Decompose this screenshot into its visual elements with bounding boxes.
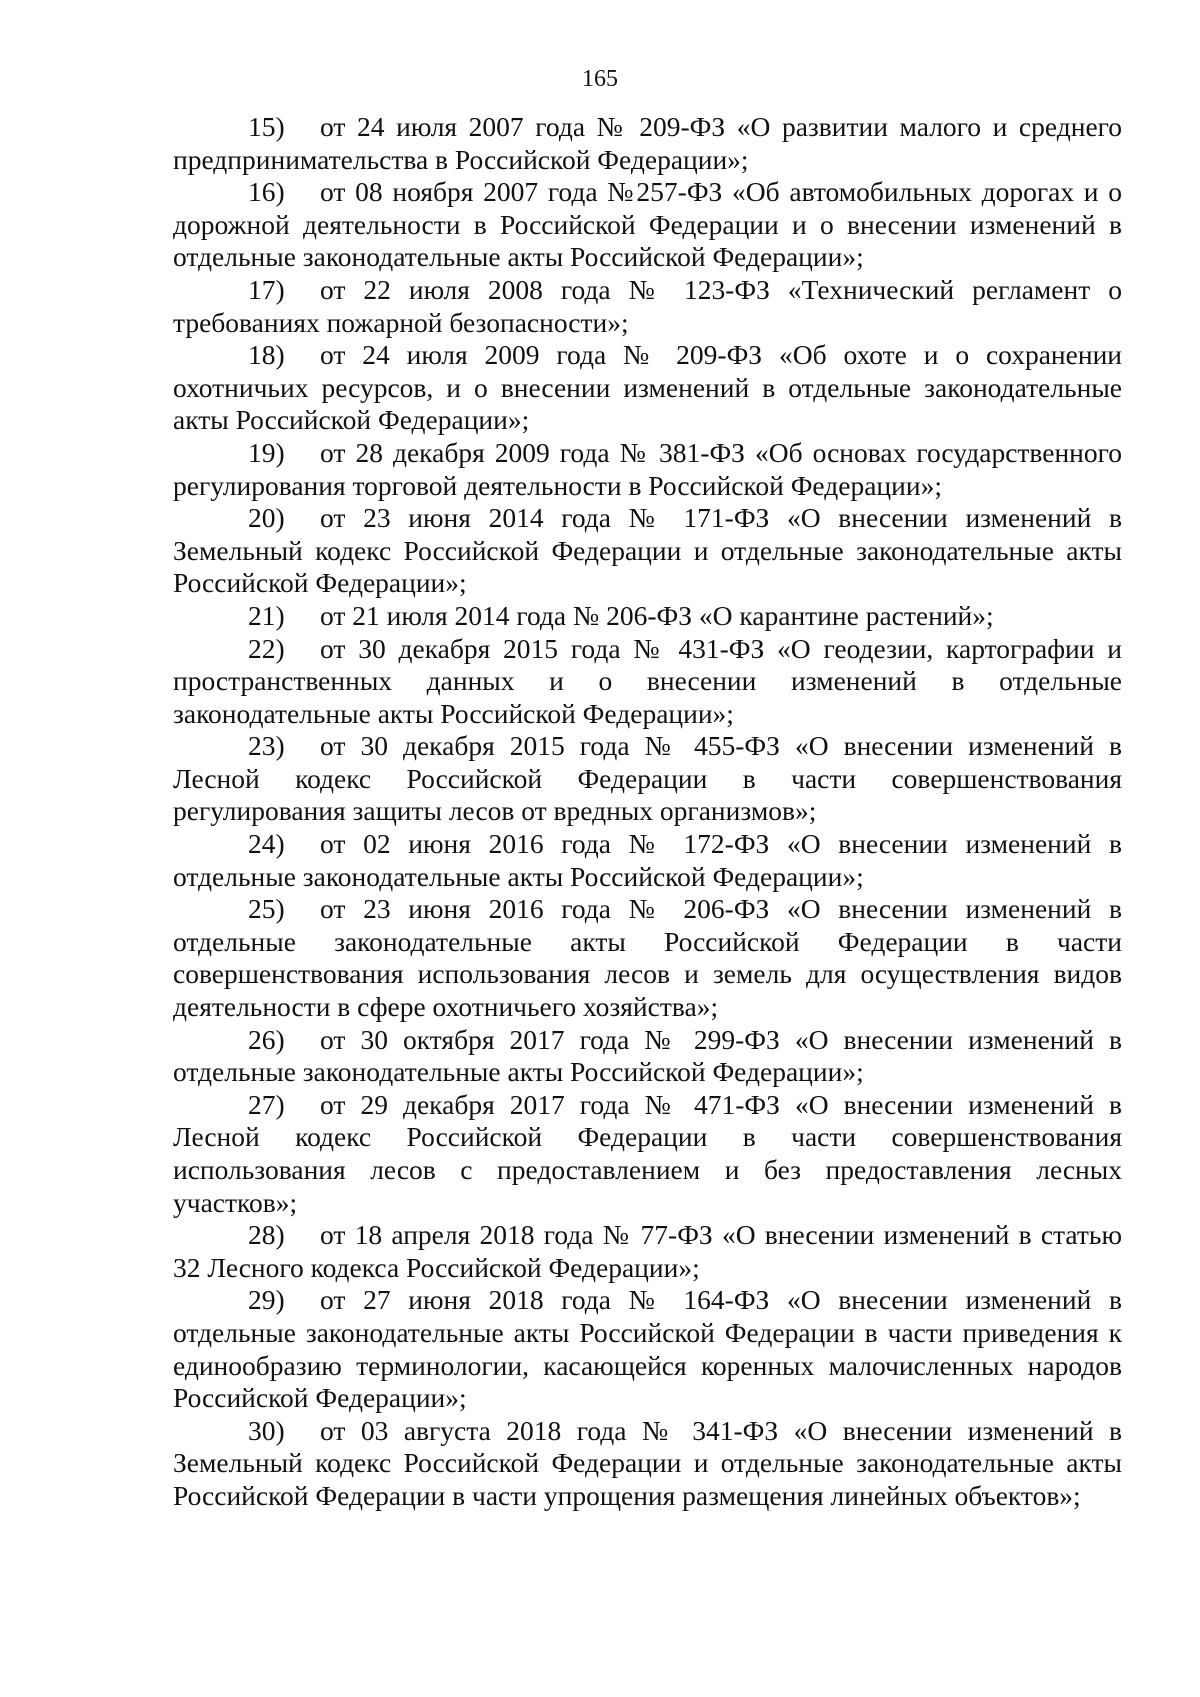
list-item-text: от 27 июня 2018 года № 164-ФЗ «О внесении изменений в отдельные законодательные акты Российской Федерации в части приведения к единообразию терминологии, касающейся коренных малочисленных народов Российской Федерации»; xyxy=(173,1284,1122,1414)
list-item-text: от 28 декабря 2009 года № 381-ФЗ «Об основах государственного регулирования торговой деятельности в Российской Федерации»; xyxy=(173,436,1122,501)
list-item-text: от 08 ноября 2007 года №257-ФЗ «Об автомобильных дорогах и о дорожной деятельности в Российской Федерации и о внесении изменений в отдельные законодательные акты Российской Федерации»; xyxy=(173,176,1122,273)
list-item-number: 18) xyxy=(248,339,285,371)
list-item xyxy=(173,1415,1122,1513)
page-number: 165 xyxy=(582,66,618,92)
list-item xyxy=(173,111,1122,176)
list-item xyxy=(173,1089,1122,1219)
list-item xyxy=(173,730,1122,828)
list-item-text: от 03 августа 2018 года № 341-ФЗ «О внесении изменений в Земельный кодекс Российской Федерации и отдельные законодательные акты Российской Федерации в части упрощения размещения линейных объектов»; xyxy=(173,1414,1122,1511)
list-item-number: 27) xyxy=(248,1088,285,1120)
list-item-number: 22) xyxy=(248,632,285,664)
list-item-number: 26) xyxy=(248,1023,285,1055)
list-item-number: 23) xyxy=(248,730,285,762)
list-item-text: от 23 июня 2014 года № 171-ФЗ «О внесении изменений в Земельный кодекс Российской Федерации и отдельные законодательные акты Российской Федерации»; xyxy=(173,502,1122,599)
list-item-text: от 30 декабря 2015 года № 431-ФЗ «О геодезии, картографии и пространственных данных и о внесении изменений в отдельные законодательные акты Российской Федерации»; xyxy=(173,632,1122,729)
list-item-text: от 23 июня 2016 года № 206-ФЗ «О внесении изменений в отдельные законодательные акты Российской Федерации в части совершенствования использования лесов и земель для осуществления видов деятельности в сфере охотничьего хозяйства»; xyxy=(173,893,1122,1023)
list-item-text: от 30 октября 2017 года № 299-ФЗ «О внесении изменений в отдельные законодательные акты Российской Федерации»; xyxy=(173,1023,1122,1088)
list-item-number: 16) xyxy=(248,176,285,208)
list-item-text: от 24 июля 2007 года № 209-ФЗ «О развитии малого и среднего предпринимательства в Российской Федерации»; xyxy=(173,111,1122,175)
list-item-number: 30) xyxy=(248,1414,285,1446)
list-item xyxy=(173,502,1122,600)
list-item xyxy=(173,176,1122,274)
list-item-text: от 24 июля 2009 года № 209-ФЗ «Об охоте и о сохранении охотничьих ресурсов, и о внесении изменений в отдельные законодательные акты Российской Федерации»; xyxy=(173,339,1122,436)
list-item xyxy=(173,1024,1122,1089)
list-item xyxy=(173,600,1122,633)
list-item xyxy=(173,633,1122,731)
list-item xyxy=(173,1219,1122,1284)
list-item-text: от 02 июня 2016 года № 172-ФЗ «О внесении изменений в отдельные законодательные акты Российской Федерации»; xyxy=(173,828,1122,892)
list-item xyxy=(173,828,1122,893)
list-item xyxy=(173,437,1122,502)
list-item-number: 25) xyxy=(248,893,285,925)
law-list xyxy=(173,111,1122,1513)
list-item-text: от 29 декабря 2017 года № 471-ФЗ «О внесении изменений в Лесной кодекс Российской Федерации в части совершенствования использования лесов с предоставлением и без предоставления лесных участков»; xyxy=(173,1088,1122,1218)
list-item-number: 17) xyxy=(248,273,285,305)
list-item-text: от 22 июля 2008 года № 123-ФЗ «Технический регламент о требованиях пожарной безопасности»; xyxy=(173,273,1122,338)
list-item-number: 24) xyxy=(248,828,285,860)
list-item-text: от 18 апреля 2018 года № 77-ФЗ «О внесении изменений в статью 32 Лесного кодекса Российской Федерации»; xyxy=(173,1219,1122,1283)
list-item-text: от 21 июля 2014 года № 206-ФЗ «О карантине растений»; xyxy=(320,599,994,631)
list-item xyxy=(173,1284,1122,1414)
list-item-number: 19) xyxy=(248,436,285,468)
list-item-number: 29) xyxy=(248,1284,285,1316)
list-item xyxy=(173,893,1122,1023)
list-item-text: от 30 декабря 2015 года № 455-ФЗ «О внесении изменений в Лесной кодекс Российской Федерации в части совершенствования регулирования защиты лесов от вредных организмов»; xyxy=(173,730,1122,827)
list-item-number: 15) xyxy=(248,111,285,142)
list-item-number: 20) xyxy=(248,502,285,534)
list-item xyxy=(173,274,1122,339)
list-item xyxy=(173,339,1122,437)
list-item-number: 28) xyxy=(248,1219,285,1251)
list-item-number: 21) xyxy=(248,599,285,631)
